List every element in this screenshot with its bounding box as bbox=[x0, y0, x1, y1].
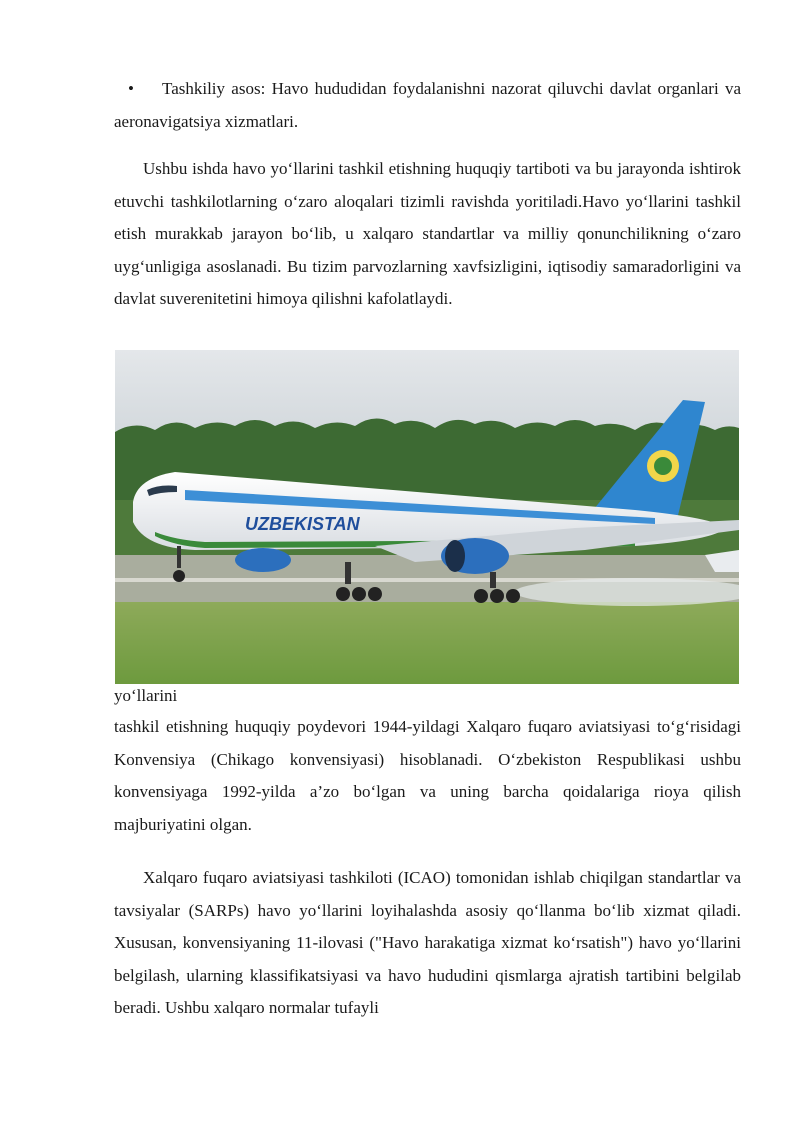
paragraph-2: tashkil etishning huquqiy poydevori 1944-yildagi Xalqaro fuqaro aviatsiyasi to‘g‘risidagi Konvensiya (Chikago konvensiyasi) hisoblanadi. O‘zbekiston Respublikasi ushbu konvensiyaga 1992-yilda a’zo bo‘lgan va uning barcha qoidalariga rioya qilish majburiyatini olgan. bbox=[114, 717, 741, 834]
bullet-marker: • bbox=[128, 79, 134, 98]
caption-word: yo‘llarini bbox=[114, 686, 178, 705]
bullet-item bbox=[114, 73, 741, 138]
bullet-text: Tashkiliy asos: Havo hududidan foydalanishni nazorat qiluvchi davlat organlari va aeronavigatsiya xizmatlari. bbox=[114, 79, 741, 131]
paragraph-1: Ushbu ishda havo yo‘llarini tashkil etishning huquqiy tartiboti va bu jarayonda ishtirok etuvchi tashkilotlarning o‘zaro aloqalari tizimli ravishda yoritiladi.Havo yo‘llarini tashkil etish murakkab jarayon bo‘lib, u xalqaro standartlar va milliy qonunchilikning o‘zaro uyg‘unligiga asoslanadi. Bu tizim parvozlarning xavfsizligini, iqtisodiy samaradorligini va davlat suverenitetini himoya qilishni kafolatlaydi. bbox=[114, 159, 741, 308]
svg-text:UZBEKISTAN: UZBEKISTAN bbox=[245, 514, 360, 534]
engine-left bbox=[235, 548, 291, 572]
grass bbox=[115, 602, 739, 684]
airplane-photo bbox=[115, 350, 739, 684]
paragraph-3: Xalqaro fuqaro aviatsiyasi tashkiloti (ICAO) tomonidan ishlab chiqilgan standartlar va tavsiyalar (SARPs) havo yo‘llarini loyihalashda asosiy qo‘llanma bo‘lib xizmat qiladi. Xususan, konvensiyaning 11-ilovasi ("Havo harakatiga xizmat ko‘rsatish") havo yo‘llarini belgilash, ularning klassifikatsiyasi va havo hududini qismlarga ajratish tartibini belgilab beradi. Ushbu xalqaro normalar tufayli bbox=[114, 868, 741, 1017]
